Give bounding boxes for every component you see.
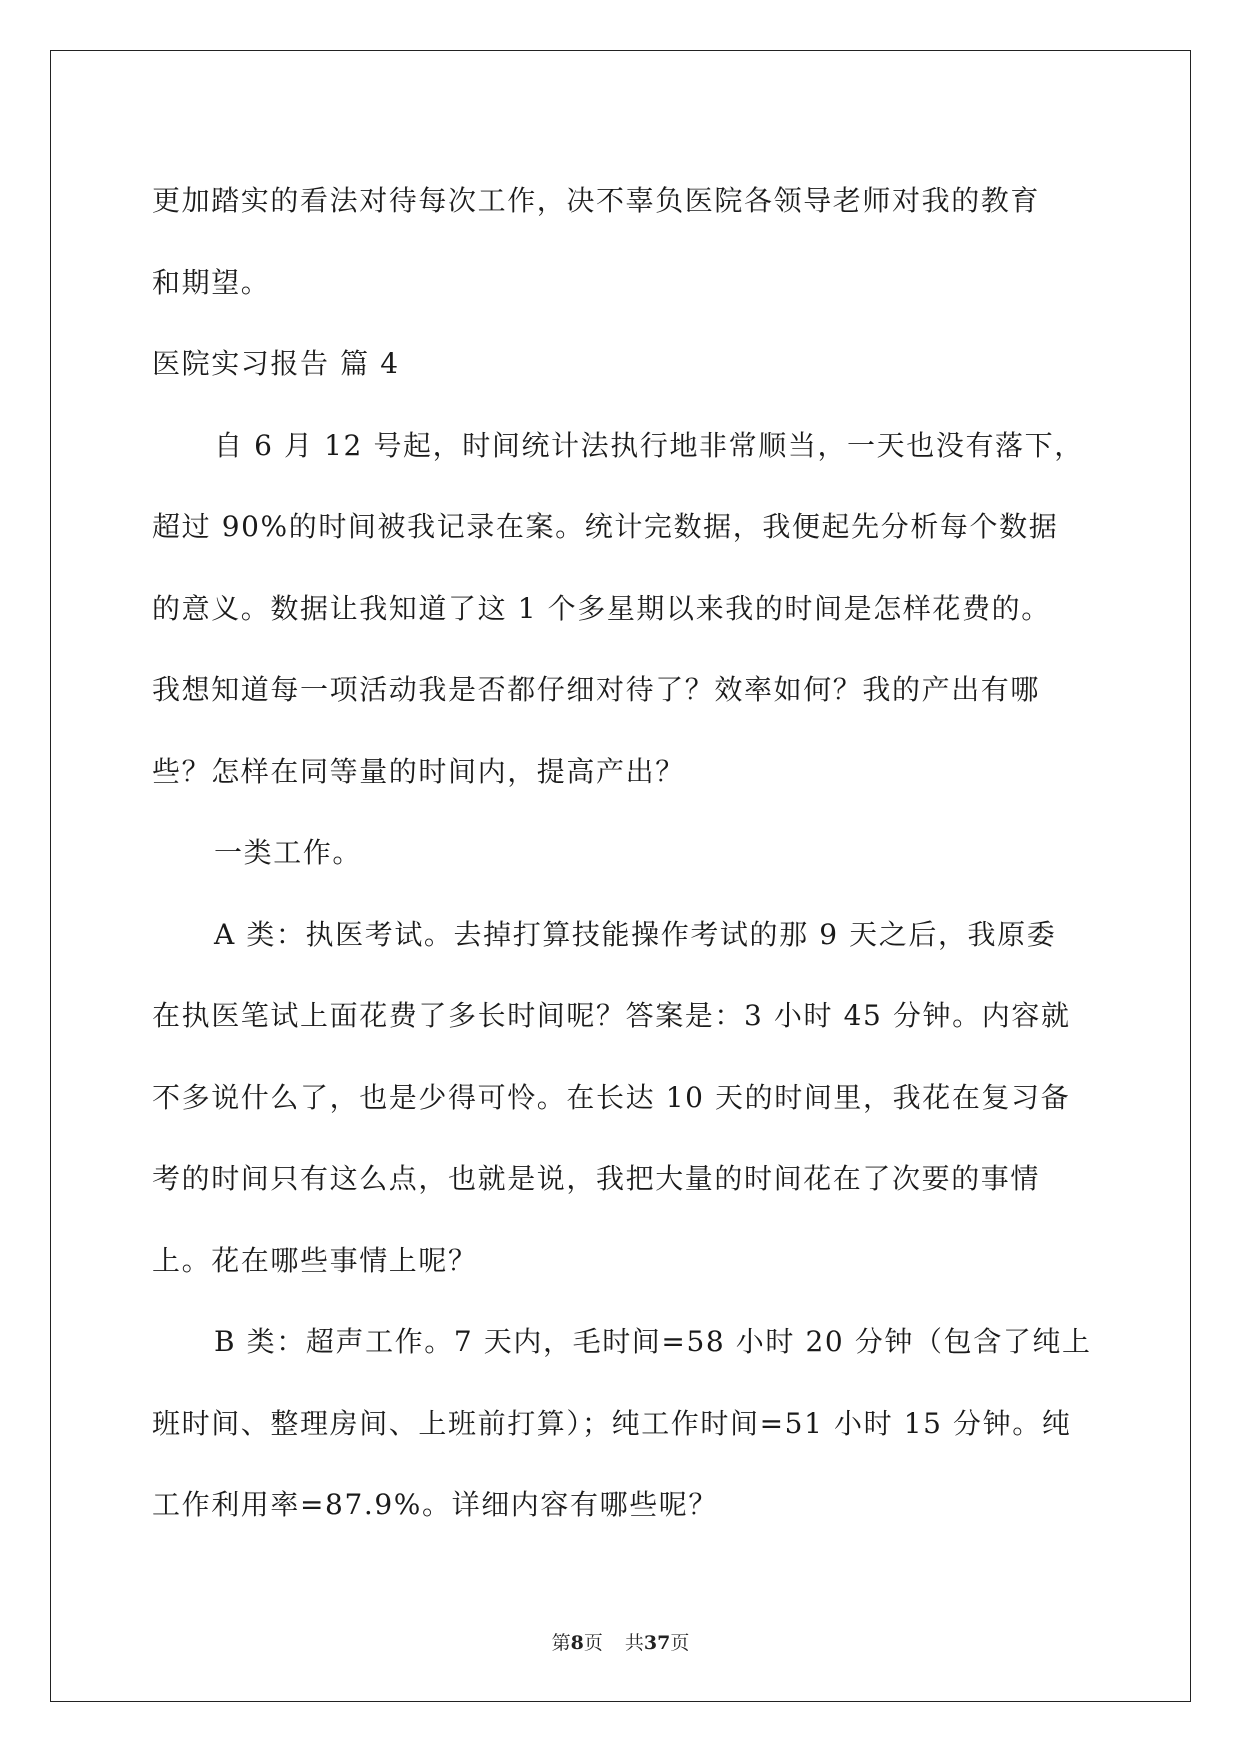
total-pages	[625, 1628, 689, 1655]
document-body	[152, 160, 1092, 1546]
paragraph-line: B 类：超声工作。7 天内，毛时间=58 小时 20 分钟（包含了纯上	[214, 1325, 1092, 1358]
current-page: 8	[570, 1632, 584, 1654]
section-heading: 医院实习报告 篇 4	[152, 347, 400, 380]
page-footer	[0, 1628, 1241, 1655]
paragraph-line: A 类：执医考试。去掉打算技能操作考试的那 9 天之后，我原委	[214, 917, 1057, 951]
paragraph-line: 上。花在哪些事情上呢？	[152, 1243, 478, 1277]
paragraph-line: 超过 90%的时间被我记录在案。统计完数据，我便起先分析每个数据	[152, 510, 1059, 543]
total-prefix: 共	[624, 1632, 644, 1654]
paragraph-line: 班时间、整理房间、上班前打算）；纯工作时间=51 小时 15 分钟。纯	[152, 1406, 1072, 1440]
paragraph-line: 的意义。数据让我知道了这 1 个多星期以来我的时间是怎样花费的。	[152, 591, 1051, 625]
paragraph-line: 工作利用率=87.9%。详细内容有哪些呢？	[152, 1488, 719, 1521]
paragraph-line: 更加踏实的看法对待每次工作，决不辜负医院各领导老师对我的教育	[152, 184, 1041, 217]
paragraph-line: 考的时间只有这么点，也就是说，我把大量的时间花在了次要的事情	[152, 1162, 1041, 1195]
page-suffix: 页	[583, 1632, 603, 1654]
total-count: 37	[643, 1632, 671, 1654]
paragraph-line: 我想知道每一项活动我是否都仔细对待了？效率如何？我的产出有哪	[152, 673, 1041, 706]
paragraph-line: 一类工作。	[214, 836, 363, 869]
page-number	[552, 1628, 603, 1655]
paragraph-line: 不多说什么了，也是少得可怜。在长达 10 天的时间里，我花在复习备	[152, 1080, 1071, 1114]
total-suffix: 页	[670, 1632, 690, 1654]
paragraph-line: 自 6 月 12 号起，时间统计法执行地非常顺当，一天也没有落下，	[214, 428, 1084, 462]
paragraph-line: 和期望。	[152, 265, 271, 299]
page-prefix: 第	[551, 1632, 571, 1654]
paragraph-line: 些？怎样在同等量的时间内，提高产出？	[152, 754, 685, 788]
paragraph-line: 在执医笔试上面花费了多长时间呢？答案是：3 小时 45 分钟。内容就	[152, 999, 1071, 1032]
